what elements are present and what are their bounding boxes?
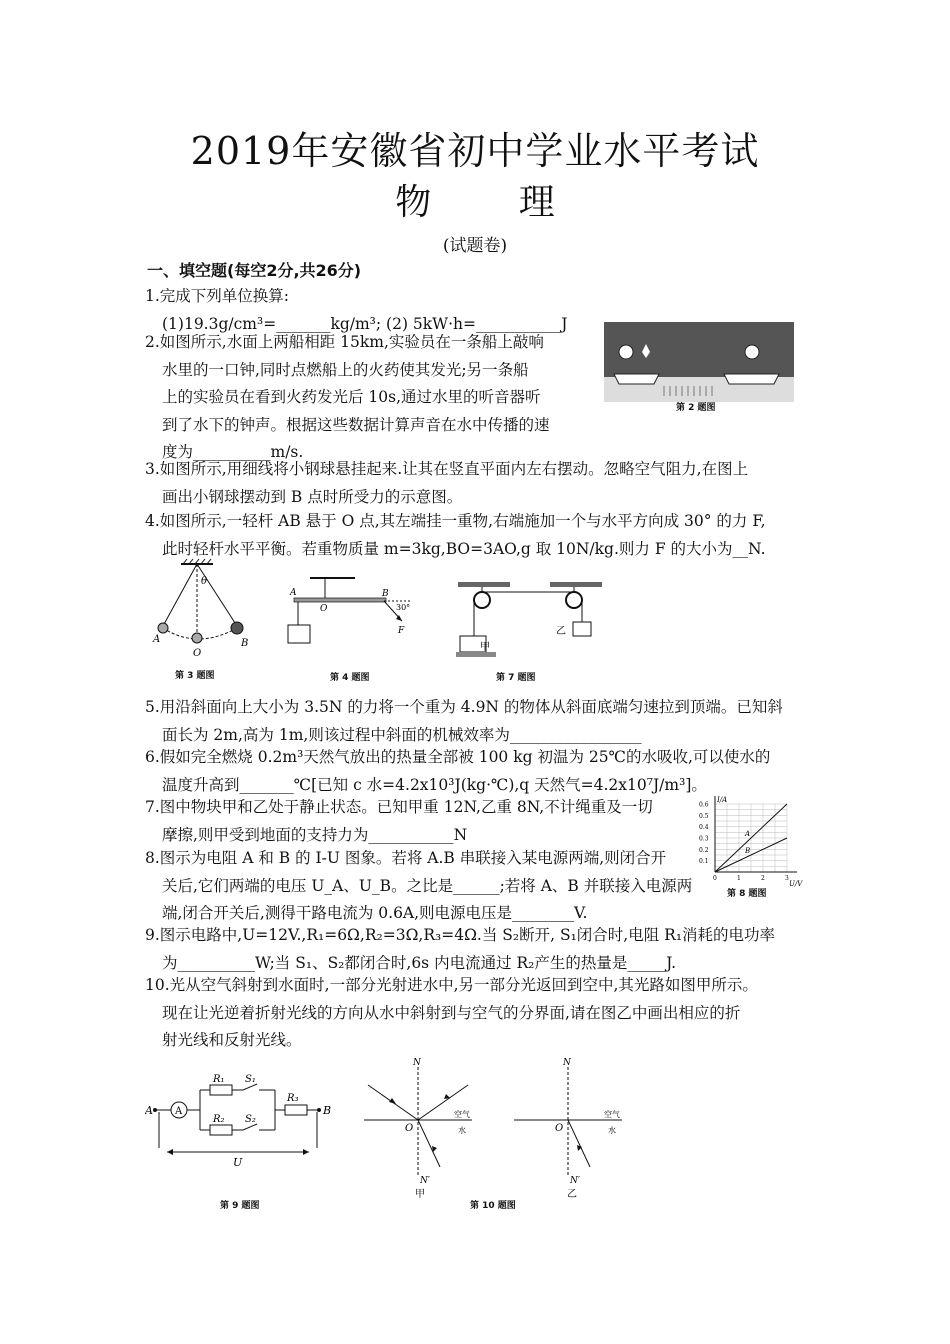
y-tick-label: 0.1 [699, 858, 709, 866]
label-O: O [193, 648, 202, 659]
q1-line-1: 1.完成下列单位换算: [145, 287, 290, 305]
x-axis-label: U/V [789, 880, 803, 887]
q6-line-1: 6.假如完全燃烧 0.2m³天然气放出的热量全部被 100 kg 初温为 25℃的水吸收,可以使水的 [145, 748, 771, 766]
x-tick-label: 2 [761, 875, 765, 882]
q10-line-3: 射光线和反射光线。 [162, 1031, 302, 1049]
label-water-yi: 水 [608, 1126, 616, 1135]
label-R1: R₁ [213, 1074, 225, 1085]
label-N-jia: N [413, 1058, 421, 1068]
label-U: U [233, 1156, 243, 1169]
q2-line-2: 水里的一口钟,同时点燃船上的火药使其发光;另一条船 [162, 360, 529, 379]
q10-line-1: 10.光从空气斜射到水面时,一部分光射进水中,另一部分光返回到空中,其光路如图甲所示。 [145, 976, 758, 994]
string-A [163, 564, 197, 626]
q2-line-3: 上的实验员在看到火药发光后 10s,通过水里的听音器听 [162, 388, 541, 406]
label-air-jia: 空气 [454, 1110, 470, 1119]
subject-title: 物 理 [395, 182, 593, 223]
label-Nprime-jia: N′ [420, 1176, 430, 1186]
label-Nprime-yi: N′ [570, 1176, 580, 1186]
q5-line-2: 面长为 2m,高为 1m,则该过程中斜面的机械效率为_________________ [162, 725, 642, 744]
label-S2: S₂ [245, 1114, 256, 1125]
section-heading: 一、填空题(每空2分,共26分) [147, 261, 362, 280]
ground [456, 652, 496, 657]
label-S1: S₁ [245, 1074, 256, 1085]
right-pulley [566, 592, 582, 608]
left-boat [614, 374, 659, 384]
fig4-caption: 第 4 题图 [330, 673, 370, 683]
terminal-B [317, 1108, 321, 1112]
figure-10 [360, 1055, 630, 1215]
circuit-diagram [145, 1068, 340, 1193]
figure-7 [446, 560, 616, 685]
x-tick-label: 3 [785, 875, 789, 882]
y-tick-label: 0.6 [699, 801, 709, 809]
ball-B [231, 622, 243, 634]
figure-3 [145, 558, 265, 683]
label-A: A [153, 634, 161, 645]
question-2 [145, 329, 550, 467]
right-ceiling [550, 582, 602, 587]
block-yi [573, 622, 591, 636]
label-B: B [323, 1104, 332, 1117]
fig7-caption: 第 7 题图 [496, 673, 536, 683]
q2-line-5: 度为__________m/s. [162, 443, 304, 461]
refracted-ray-jia [418, 1120, 440, 1167]
figure-4 [280, 575, 425, 685]
y-tick-label: 0.2 [699, 846, 709, 854]
label-O: O [320, 604, 328, 614]
label-N-yi: N [563, 1058, 571, 1068]
iu-chart [697, 792, 812, 887]
incident-ray-yi [568, 1120, 590, 1167]
q2-line-4: 到了水下的钟声。根据这些数据计算声音在水中传播的速 [162, 415, 550, 434]
label-yi: 乙 [567, 1189, 577, 1200]
label-B: B [241, 638, 249, 649]
q3-line-1: 3.如图所示,用细线将小钢球悬挂起来.让其在竖直平面内左右摆动。忽略空气阻力,在图上 [145, 460, 749, 478]
question-4 [145, 508, 766, 563]
question-9 [145, 922, 775, 977]
y-tick-labels [699, 802, 709, 866]
boats-illustration [604, 322, 794, 402]
resistor-R1 [210, 1085, 232, 1095]
light-rod [294, 598, 386, 602]
y-axis-label: I/A [717, 796, 728, 804]
label-water-jia: 水 [458, 1126, 466, 1135]
theta-label: θ [201, 576, 208, 587]
q6-line-2: 温度升高到_______℃[已知 c 水=4.2x10³J(kg·℃),q 天然气=4.2x10⁷J/m³]。 [162, 775, 707, 794]
x-tick-labels [713, 875, 789, 882]
q10-line-2: 现在让光逆着折射光线的方向从水中斜射到与空气的分界面,请在图乙中画出相应的折 [162, 1003, 741, 1022]
label-yi: 乙 [556, 626, 566, 637]
label-jia: 甲 [480, 642, 490, 653]
label-O-jia: O [405, 1123, 414, 1134]
fig2-caption: 第 2 题图 [676, 403, 716, 413]
label-B: B [382, 589, 389, 599]
figure-9 [145, 1068, 340, 1213]
incident-arrow-jia [389, 1098, 396, 1104]
q4-line-2: 此时轻杆水平平衡。若重物质量 m=3kg,BO=3AO,g 取 10N/kg.则力 F 的大小为__N. [162, 539, 766, 558]
y-tick-label: 0.3 [699, 835, 709, 843]
q1-line-2: (1)19.3g/cm³=_______kg/m³; (2) 5kW·h=___________J [162, 314, 568, 333]
pulley-diagram [446, 560, 616, 665]
series-label-A: A [745, 830, 751, 838]
left-person [619, 345, 633, 359]
label-A: A [290, 588, 297, 598]
span-arrow-right [303, 1149, 309, 1155]
label-R2: R₂ [213, 1114, 225, 1125]
x-tick-label: 1 [737, 875, 741, 882]
exam-title: 2019年安徽省初中学业水平考试 [190, 129, 760, 173]
figure-2 [604, 322, 794, 414]
q4-line-1: 4.如图所示,一轻杆 AB 悬于 O 点,其左端挂一重物,右端施加一个与水平方向成 30° 的力 F, [145, 512, 766, 530]
ammeter-label: A [175, 1106, 183, 1117]
resistor-R2 [210, 1125, 232, 1135]
terminal-A [153, 1108, 157, 1112]
label-O-yi: O [555, 1123, 564, 1134]
fig10-caption: 第 10 题图 [470, 1201, 516, 1211]
q7-line-1: 7.图中物块甲和乙处于静止状态。已知甲重 12N,乙重 8N,不计绳重及一切 [145, 798, 653, 816]
angle-label: 30° [396, 603, 411, 612]
y-tick-label: 0.4 [699, 824, 709, 832]
q2-line-1: 2.如图所示,水面上两船相距 15km,实验员在一条船上敲响 [145, 333, 544, 351]
right-person [745, 345, 759, 359]
fig3-caption: 第 3 题图 [175, 671, 215, 681]
question-10 [145, 972, 758, 1055]
x-tick-label: 0 [713, 875, 717, 882]
question-5 [145, 694, 783, 749]
label-jia: 甲 [415, 1189, 425, 1200]
left-pulley [474, 592, 490, 608]
question-7 [145, 794, 653, 849]
q9-line-2: 为__________W;当 S₁、S₂都闭合时,6s 内电流通过 R₂产生的热量是_____J. [162, 953, 677, 972]
left-ceiling [458, 582, 510, 587]
figure-8 [697, 792, 812, 900]
label-A: A [145, 1104, 153, 1117]
string-B [197, 564, 237, 626]
lever-diagram [280, 575, 425, 667]
ball-O [192, 633, 202, 643]
weight-box [288, 625, 310, 643]
y-tick-label: 0.5 [699, 812, 709, 820]
q7-line-2: 摩擦,则甲受到地面的支持力为___________N [162, 825, 468, 844]
resistor-R3 [285, 1105, 307, 1115]
label-air-yi: 空气 [604, 1110, 620, 1119]
question-6 [145, 744, 770, 799]
span-arrow-left [167, 1149, 173, 1155]
pendulum-diagram [145, 558, 265, 668]
refraction-diagrams [360, 1055, 630, 1215]
question-3 [145, 456, 748, 511]
label-F: F [398, 626, 405, 636]
q8-line-2: 关后,它们两端的电压 U_A、U_B。之比是______;若将 A、B 并联接入电源两 [162, 876, 693, 895]
q8-line-1: 8.图示为电阻 A 和 B 的 I-U 图象。若将 A.B 串联接入某电源两端,则闭合开 [145, 849, 667, 867]
series-label-B: B [745, 847, 751, 855]
q9-line-1: 9.图示电路中,U=12V.,R₁=6Ω,R₂=3Ω,R₃=4Ω.当 S₂断开, S₁闭合时,电阻 R₁消耗的电功率 [145, 926, 776, 944]
question-8 [145, 845, 692, 928]
q8-line-3: 端,闭合开关后,测得干路电流为 0.6A,则电源电压是________V. [162, 904, 588, 922]
paper-note: (试题卷) [442, 236, 508, 256]
q5-line-1: 5.用沿斜面向上大小为 3.5N 的力将一个重为 4.9N 的物体从斜面底端匀速拉到顶端。已知斜 [145, 698, 783, 716]
right-boat [724, 374, 779, 384]
ball-A [158, 623, 168, 633]
q3-line-2: 画出小钢球摆动到 B 点时所受力的示意图。 [162, 487, 463, 506]
fig8-caption: 第 8 题图 [727, 889, 767, 899]
fig9-caption: 第 9 题图 [220, 1201, 260, 1211]
label-R3: R₃ [287, 1093, 299, 1104]
